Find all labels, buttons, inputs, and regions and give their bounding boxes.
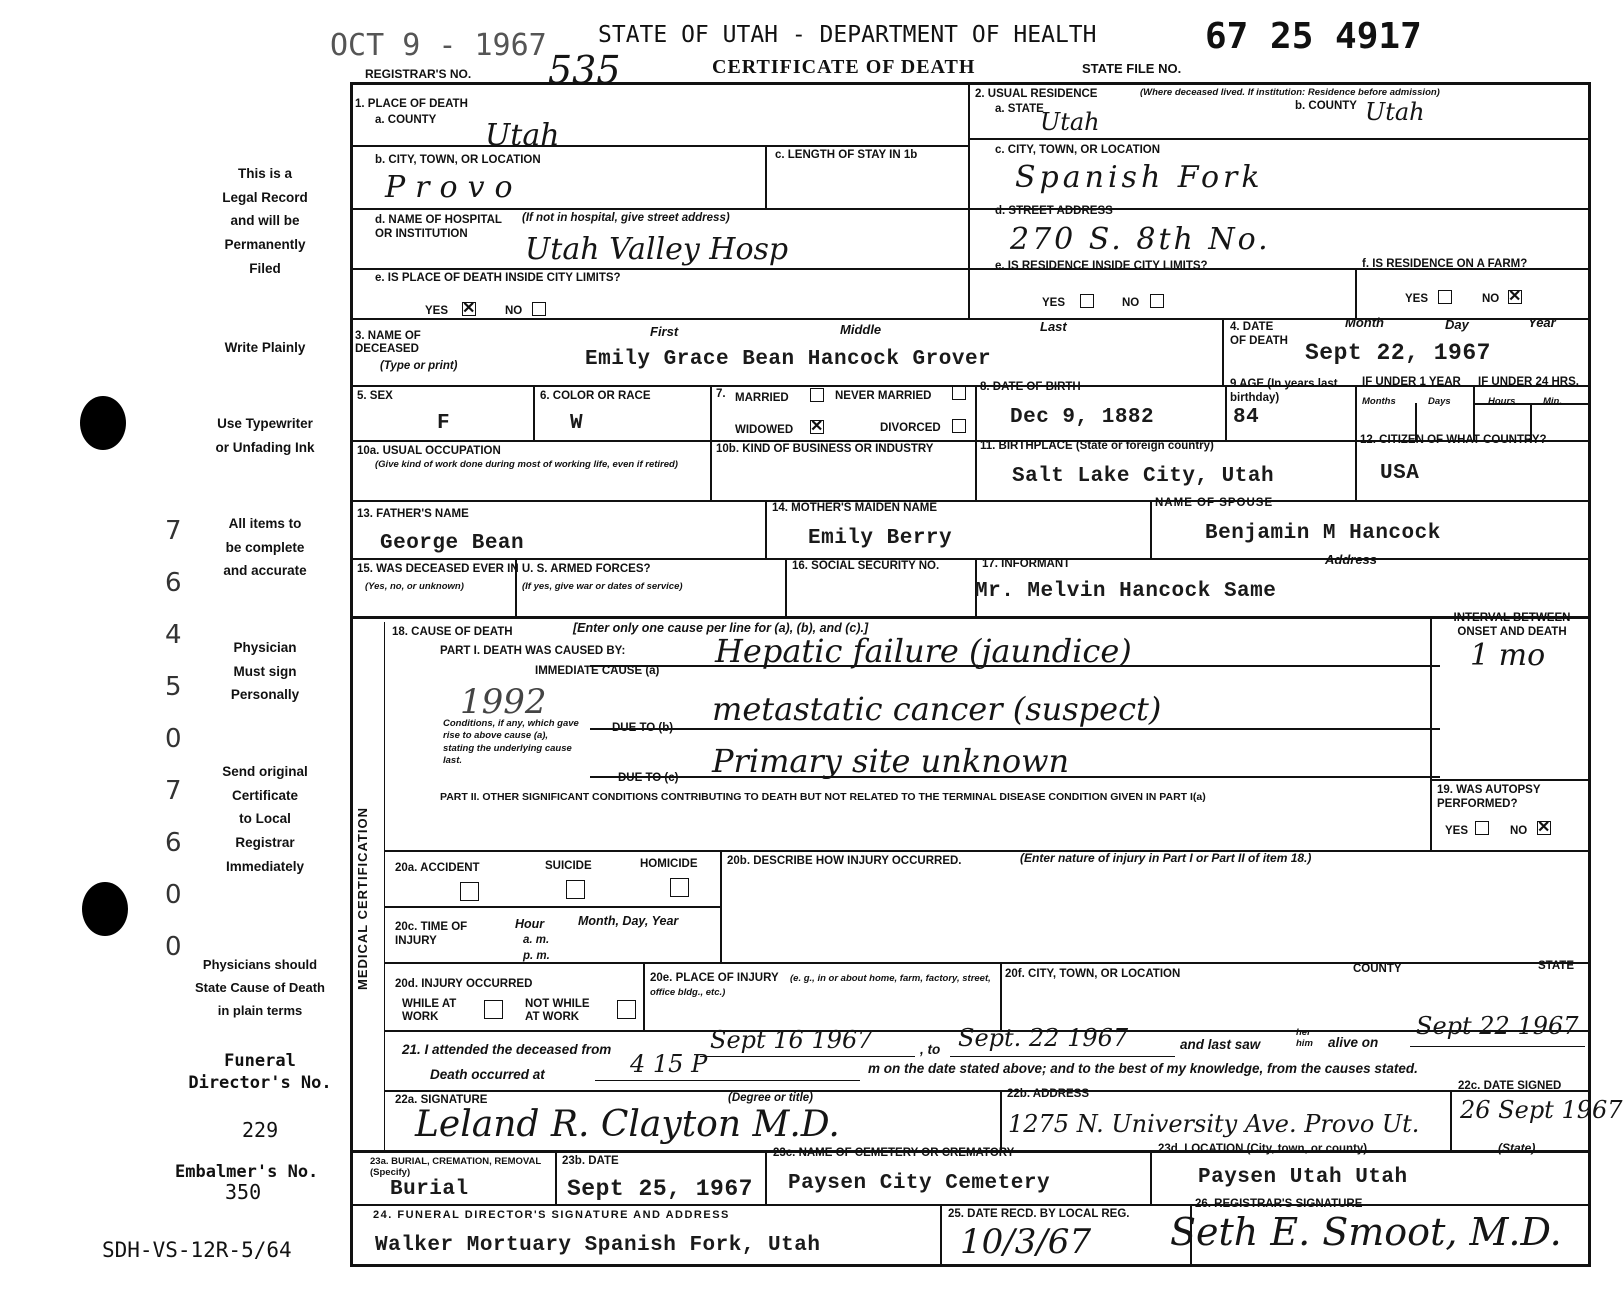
hours-label: Hours [1488,396,1516,407]
farm-no-label: NO [1482,293,1500,305]
autopsy-yes-checkbox[interactable] [1475,821,1489,835]
informant-label: 17. INFORMANT [982,558,1071,570]
father-name-label: 13. FATHER'S NAME [357,508,469,520]
year-label: Year [1528,315,1556,330]
punch-hole-bottom [82,882,128,936]
under-one-year-label: IF UNDER 1 YEAR [1362,376,1461,388]
residence-state: Utah [1040,108,1100,136]
residence-city: Spanish Fork [1015,160,1264,195]
not-while-at-work-label: NOT WHILE AT WORK [525,998,590,1024]
under-24-hrs-label: IF UNDER 24 HRS. [1478,376,1579,388]
residence-state-label: a. STATE [995,103,1044,115]
send-original-note: Send original Certificate to Local Registrar Immediately [222,764,308,874]
punch-hole-top [80,396,126,450]
burial-state-label: (State) [1498,1141,1536,1155]
months-label: Months [1362,396,1396,407]
residence-county: Utah [1365,98,1425,126]
autopsy-no-label: NO [1510,825,1528,837]
married-checkbox[interactable] [810,388,824,402]
conditions-note: Conditions, if any, which gave rise to above cause (a), stating the underlying cause last. [443,718,579,767]
spouse-name-label: NAME OF SPOUSE [1155,497,1274,509]
residence-city-label: c. CITY, TOWN, OR LOCATION [995,144,1161,156]
hospital-note: (If not in hospital, give street address) [522,212,730,224]
deceased-name-label: 3. NAME OF DECEASED [355,330,421,356]
death-limits-yes-checkbox[interactable] [462,302,476,316]
middle-name-label: Middle [840,322,882,337]
state-file-no: 67 25 4917 [1205,16,1422,57]
widowed-checkbox[interactable] [810,420,824,434]
farm-no-checkbox[interactable] [1508,290,1522,304]
last-name-label: Last [1040,319,1067,334]
registrar-no: 535 [548,48,621,92]
vertical-serial-number: 7 6 4 5 0 7 6 0 0 [165,516,182,962]
interval: 1 mo [1470,638,1546,673]
physician-address: 1275 N. University Ave. Provo Ut. [1008,1110,1420,1138]
sex-label: 5. SEX [357,390,393,402]
cemetery-label: 23c. NAME OF CEMETERY OR CREMATORY [773,1147,1015,1159]
residence-limits-no-checkbox[interactable] [1150,294,1164,308]
month-day-year-label: Month, Day, Year [578,914,679,928]
autopsy-yes-label: YES [1445,825,1469,837]
burial-date-label: 23b. DATE [562,1155,619,1167]
armed-forces-sub2: (If yes, give war or dates of service) [522,581,683,592]
immediate-cause: Hepatic failure (jaundice) [715,632,1132,670]
pm-label: p. m. [523,950,550,962]
death-time: 4 15 P [630,1050,708,1078]
place-of-injury-label: 20e. PLACE OF INJURY [650,972,779,984]
funeral-director-label: 24. FUNERAL DIRECTOR'S SIGNATURE AND ADDRESS [373,1209,730,1221]
homicide-label: HOMICIDE [640,858,698,870]
physician-signature: Leland R. Clayton M.D. [415,1104,840,1145]
homicide-checkbox[interactable] [670,878,689,897]
hospital-name: Utah Valley Hosp [525,232,789,267]
marital-num: 7. [716,388,726,400]
all-items-note: All items to be complete and accurate [223,516,307,579]
embalmer-no: 350 [225,1180,262,1204]
date-of-birth: Dec 9, 1882 [1010,406,1155,429]
burial-date: Sept 25, 1967 [567,1176,753,1202]
received-date-stamp: OCT 9 - 1967 [330,28,547,63]
physician-address-label: 22b. ADDRESS [1007,1088,1090,1100]
death-limits-no-label: NO [505,305,523,317]
birthplace-label: 11. BIRTHPLACE (State or foreign country) [980,440,1214,452]
physician-must-sign-note: Physician Must sign Personally [230,640,300,703]
while-at-work-checkbox[interactable] [484,1000,503,1019]
place-of-death-label: 1. PLACE OF DEATH [355,98,468,110]
funeral-director-no: 229 [242,1118,279,1142]
street-address: 270 S. 8th No. [1010,222,1271,257]
registrar-no-label: REGISTRAR'S NO. [365,67,472,81]
date-received-label: 25. DATE RECD. BY LOCAL REG. [948,1208,1130,1220]
am-label: a. m. [523,934,550,946]
attended-from: Sept 16 1967 [710,1026,873,1054]
month-label: Month [1345,315,1384,330]
armed-forces-sub: (Yes, no, or unknown) [365,581,464,592]
divorced-checkbox[interactable] [952,419,966,433]
min-label: Min. [1543,396,1562,407]
due-to-c-label: DUE TO (c) [618,772,679,784]
not-while-at-work-checkbox[interactable] [617,1000,636,1019]
accident-label: 20a. ACCIDENT [395,862,480,874]
physicians-should-note: Physicians should State Cause of Death in plain terms [194,957,326,1018]
usual-residence-label: 2. USUAL RESIDENCE [975,88,1098,100]
alive-on-label: alive on [1328,1035,1379,1050]
race-label: 6. COLOR OR RACE [540,390,651,402]
married-label: MARRIED [735,392,789,404]
part-1-label: PART I. DEATH WAS CAUSED BY: [440,645,626,657]
business-label: 10b. KIND OF BUSINESS OR INDUSTRY [716,443,934,455]
cause-c: Primary site unknown [712,742,1070,780]
describe-injury-label: 20b. DESCRIBE HOW INJURY OCCURRED. [727,855,962,867]
usual-residence-note: (Where deceased lived. If institution: Residence before admission) [1140,87,1440,98]
farm-label: f. IS RESIDENCE ON A FARM? [1362,258,1528,270]
registrar-signature: Seth E. Smoot, M.D. [1170,1210,1562,1254]
deceased-name: Emily Grace Bean Hancock Grover [585,348,992,371]
funeral-director-no-label: Funeral Director's No. [188,1051,332,1094]
injury-occurred-label: 20d. INJURY OCCURRED [395,978,533,990]
date-of-death: Sept 22, 1967 [1305,340,1491,366]
part-2-label: PART II. OTHER SIGNIFICANT CONDITIONS CONTRIBUTING TO DEATH BUT NOT RELATED TO THE TERMINAL DISEASE CONDITION GIVEN IN PART I(a) [440,791,1206,803]
her-him-label: her him [1296,1027,1313,1050]
use-typewriter-note: Use Typewriter or Unfading Ink [215,416,315,455]
date-signed-label: 22c. DATE SIGNED [1458,1080,1562,1092]
injury-county-label: COUNTY [1353,963,1402,975]
informant-address-label: Address [1325,552,1378,567]
citizen: USA [1380,462,1420,485]
residence-limits-yes-checkbox[interactable] [1080,294,1094,308]
to-label: , to [920,1042,941,1057]
death-county-label: a. COUNTY [375,114,437,126]
occupation-label: 10a. USUAL OCCUPATION [357,445,501,457]
due-to-b-label: DUE TO (b) [612,722,674,734]
death-city: Provo [385,170,523,205]
autopsy-no-checkbox[interactable] [1537,821,1551,835]
signature-label: 22a. SIGNATURE [395,1094,488,1106]
deceased-name-sub: (Type or print) [380,360,458,372]
write-plainly-note: Write Plainly [224,340,306,355]
armed-forces-label: 15. WAS DECEASED EVER IN U. S. ARMED FORCES? [357,563,651,575]
date-of-death-label: 4. DATE OF DEATH [1230,321,1288,348]
attended-to: Sept. 22 1967 [958,1024,1129,1052]
death-occurred-label: Death occurred at [430,1067,545,1082]
funeral-director: Walker Mortuary Spanish Fork, Utah [375,1234,821,1257]
suicide-label: SUICIDE [545,860,592,872]
father-name: George Bean [380,532,525,555]
mother-name-label: 14. MOTHER'S MAIDEN NAME [772,502,938,514]
residence-limits-no-label: NO [1122,297,1140,309]
accident-checkbox[interactable] [460,882,479,901]
birthplace: Salt Lake City, Utah [1012,465,1275,488]
date-of-birth-label: 8. DATE OF BIRTH [980,381,1081,393]
cause-of-death-label: 18. CAUSE OF DEATH [392,626,513,638]
registrar-signature-label: 26. REGISTRAR'S SIGNATURE [1195,1198,1363,1210]
attended-label: 21. I attended the deceased from [402,1042,612,1057]
last-saw-label: and last saw [1180,1037,1261,1052]
cause-b: metastatic cancer (suspect) [712,690,1162,728]
while-at-work-label: WHILE AT WORK [402,998,457,1024]
state-file-no-label: STATE FILE NO. [1082,61,1182,76]
death-city-label: b. CITY, TOWN, OR LOCATION [375,154,541,166]
autopsy-label: 19. WAS AUTOPSY PERFORMED? [1437,784,1541,811]
date-signed: 26 Sept 1967 [1460,1096,1623,1124]
first-name-label: First [650,324,679,339]
code-mark: 1992 [460,682,547,722]
alive-on-date: Sept 22 1967 [1416,1012,1579,1040]
date-received: 10/3/67 [960,1222,1092,1262]
occupation-note: (Give kind of work done during most of working life, even if retired) [375,459,678,470]
ssn-label: 16. SOCIAL SECURITY NO. [792,560,940,572]
days-label: Days [1428,396,1451,407]
injury-city-label: 20f. CITY, TOWN, OR LOCATION [1005,968,1181,980]
certificate-title: CERTIFICATE OF DEATH [712,56,976,78]
degree-label: (Degree or title) [728,1092,813,1104]
informant: Mr. Melvin Hancock Same [975,580,1277,603]
place-of-injury-note: (e. g., in or about home, farm, factory, street, office bldg., etc.) [650,973,991,998]
form-number: SDH-VS-12R-5/64 [102,1238,292,1262]
race: W [570,412,584,435]
length-of-stay-label: c. LENGTH OF STAY IN 1b [775,149,918,161]
age-label: 9 AGE (In years last birthday) [1230,378,1338,404]
farm-yes-checkbox[interactable] [1438,290,1452,304]
legal-record-note: This is a Legal Record and will be Permanently Filed [222,166,308,276]
farm-yes-label: YES [1405,293,1429,305]
suicide-checkbox[interactable] [566,880,585,899]
never-married-label: NEVER MARRIED [835,390,932,402]
embalmer-no-label: Embalmer's No. [175,1162,319,1182]
burial-location-label: 23d. LOCATION (City, town, or county) [1158,1143,1368,1155]
death-inside-limits-label: e. IS PLACE OF DEATH INSIDE CITY LIMITS? [375,272,621,284]
death-limits-no-checkbox[interactable] [532,302,546,316]
hospital-label: d. NAME OF HOSPITAL OR INSTITUTION [375,214,502,240]
sex: F [437,412,451,435]
divorced-label: DIVORCED [880,422,941,434]
death-occurred-rest: m on the date stated above; and to the best of my knowledge, from the causes stated. [868,1061,1418,1076]
day-label: Day [1445,317,1469,332]
time-of-injury-label: 20c. TIME OF INJURY [395,921,468,948]
spouse-name: Benjamin M Hancock [1205,522,1441,545]
citizen-label: 12. CITIZEN OF WHAT COUNTRY? [1360,434,1547,446]
cemetery: Paysen City Cemetery [788,1172,1051,1195]
residence-limits-yes-label: YES [1042,297,1066,309]
age: 84 [1233,406,1260,429]
burial: Burial [390,1178,469,1201]
death-limits-yes-label: YES [425,305,449,317]
injury-state-label: STATE [1538,960,1574,972]
describe-injury-note: (Enter nature of injury in Part I or Part II of item 18.) [1020,851,1312,865]
burial-label: 23a. BURIAL, CREMATION, REMOVAL (Specify) [370,1156,542,1178]
hour-label: Hour [515,917,545,931]
mother-name: Emily Berry [808,527,953,550]
interval-label: INTERVAL BETWEEN ONSET AND DEATH [1453,612,1571,638]
burial-location: Paysen Utah Utah [1198,1166,1408,1189]
death-county: Utah [485,118,560,153]
immediate-cause-label: IMMEDIATE CAUSE (a) [535,665,660,677]
never-married-checkbox[interactable] [952,386,966,400]
residence-inside-limits-label: e. IS RESIDENCE INSIDE CITY LIMITS? [995,260,1208,272]
residence-county-label: b. COUNTY [1295,100,1357,112]
medical-certification-label: MEDICAL CERTIFICATION [355,806,370,990]
widowed-label: WIDOWED [735,424,794,436]
state-title: STATE OF UTAH - DEPARTMENT OF HEALTH [598,22,1097,48]
street-address-label: d. STREET ADDRESS [995,205,1113,217]
cause-instructions: [Enter only one cause per line for (a), (b), and (c).] [573,621,869,635]
